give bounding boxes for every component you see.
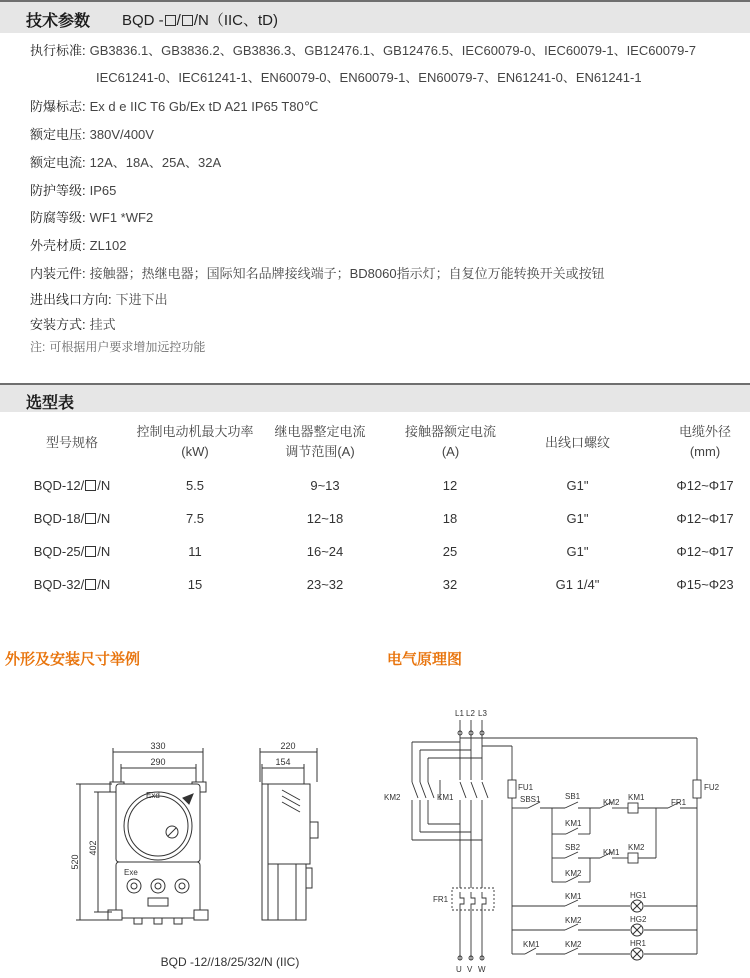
spec-label: 外壳材质: <box>30 238 86 253</box>
spec-label: 注: <box>30 340 46 354</box>
label-w: W <box>478 965 486 974</box>
cell-thread: G1" <box>566 478 589 493</box>
header-text: 接触器额定电流 <box>404 424 496 439</box>
model-text: /N <box>97 511 111 526</box>
header-text: 控制电动机最大功率 <box>136 424 254 439</box>
cell-thread: G1 1/4" <box>555 577 600 592</box>
exe-label: Exe <box>124 868 138 877</box>
cell-thread: G1" <box>566 544 589 559</box>
label-sbs1: SBS1 <box>520 795 541 804</box>
drawing-caption: BQD -12//18/25/32/N (IIC) <box>160 955 300 969</box>
spec-label: 防腐等级: <box>30 210 86 225</box>
spec-value: 接触器；热继电器；国际知名品牌接线端子；BD8060指示灯；自复位万能转换开关或按钮 <box>89 266 605 281</box>
dim-side-inner: 154 <box>275 757 291 767</box>
placeholder-box-icon <box>165 15 176 26</box>
spec-row <box>30 40 696 59</box>
spec-value: 下进下出 <box>115 292 168 307</box>
cell-current: 12 <box>442 478 458 493</box>
placeholder-box-icon <box>85 480 96 491</box>
dim-height-inner: 402 <box>88 840 98 856</box>
label-fu1: FU1 <box>518 783 534 792</box>
cell-cable: Φ12~Φ17 <box>676 478 734 493</box>
header-text: 继电器整定电流 <box>274 424 366 439</box>
tech-model-suffix: /N（IIC、tD) <box>193 12 279 29</box>
spec-label: 执行标准: <box>30 43 86 58</box>
spec-value: 12A、18A、25A、32A <box>89 155 222 170</box>
label-hr1: HR1 <box>630 939 647 948</box>
cell-range: 16~24 <box>306 544 344 559</box>
spec-row <box>30 152 221 171</box>
model-text: BQD-12/ <box>33 478 85 493</box>
label-l1: L1 <box>455 709 464 718</box>
dimensions-title: 外形及安装尺寸举例 <box>5 651 141 668</box>
header-text: 电缆外径 <box>678 424 731 439</box>
cell-cable: Φ15~Φ23 <box>676 577 734 592</box>
exd-label: Exd <box>146 791 160 800</box>
placeholder-box-icon <box>182 15 193 26</box>
dim-width-inner: 290 <box>150 757 166 767</box>
cell-power: 11 <box>188 544 202 559</box>
cell-range: 12~18 <box>306 511 344 526</box>
spec-row <box>30 180 116 199</box>
model-text: BQD-32/ <box>33 577 85 592</box>
label-km2-lamp-b: KM2 <box>565 940 582 949</box>
model-text: /N <box>97 577 111 592</box>
spec-label: 防爆标志: <box>30 99 86 114</box>
spec-value: Ex d e IIC T6 Gb/Ex tD A21 IP65 T80℃ <box>89 99 319 114</box>
selection-title: 选型表 <box>26 395 75 412</box>
spec-row <box>30 289 168 308</box>
label-l3: L3 <box>478 709 487 718</box>
model-text: BQD-25/ <box>33 544 85 559</box>
label-hg2: HG2 <box>630 915 647 924</box>
dim-height-outer: 520 <box>70 854 80 870</box>
spec-value: 可根据用户要求增加远控功能 <box>49 340 206 354</box>
cell-cable: Φ12~Φ17 <box>676 544 734 559</box>
tech-header-bar <box>0 0 750 33</box>
dim-width-outer: 330 <box>150 741 166 751</box>
label-sb1: SB1 <box>565 792 581 801</box>
cell-range: 9~13 <box>310 478 340 493</box>
spec-label: 额定电压: <box>30 127 86 142</box>
tech-model-prefix: BQD - <box>122 12 164 29</box>
header-text: (A) <box>441 444 460 459</box>
cell-current: 25 <box>442 544 458 559</box>
model-text: BQD-18/ <box>33 511 85 526</box>
spec-row <box>30 207 153 226</box>
cell-cable: Φ12~Φ17 <box>676 511 734 526</box>
side-view <box>260 748 318 920</box>
schematic-wires <box>412 720 701 960</box>
label-sb2: SB2 <box>565 843 581 852</box>
label-u: U <box>456 965 462 974</box>
label-km2-main: KM2 <box>384 793 401 802</box>
cell-model <box>22 544 122 559</box>
spec-row <box>30 314 116 333</box>
cell-model <box>22 577 122 592</box>
header-text: (mm) <box>689 444 721 459</box>
schematic-title: 电气原理图 <box>387 651 463 668</box>
cell-model <box>22 511 122 526</box>
col-header-range <box>255 422 385 462</box>
label-l2: L2 <box>466 709 475 718</box>
label-km1-hold: KM1 <box>565 819 582 828</box>
spec-label: 安装方式: <box>30 317 86 332</box>
spec-label: 防护等级: <box>30 183 86 198</box>
label-km2-hold: KM2 <box>565 869 582 878</box>
header-text: (kW) <box>181 444 209 459</box>
spec-label: 内装元件: <box>30 266 86 281</box>
placeholder-box-icon <box>85 579 96 590</box>
col-header-thread <box>520 432 635 451</box>
tech-model: BQD - / /N（IIC、tD) <box>122 12 279 29</box>
cell-power: 15 <box>187 577 203 592</box>
spec-value: 380V/400V <box>89 127 154 142</box>
label-km1-main: KM1 <box>437 793 454 802</box>
cell-range: 23~32 <box>306 577 344 592</box>
label-km1-lamp-b: KM1 <box>523 940 540 949</box>
spec-label: 进出线口方向: <box>30 292 112 307</box>
cell-model <box>22 478 122 493</box>
spec-value: GB3836.1、GB3836.2、GB3836.3、GB12476.1、GB12476.5、IEC60079-0、IEC60079-1、IEC60079-7 <box>89 43 696 58</box>
spec-row <box>30 235 127 254</box>
label-fr1: FR1 <box>433 895 449 904</box>
label-fr1-contact: FR1 <box>671 798 687 807</box>
placeholder-box-icon <box>85 513 96 524</box>
spec-value: IP65 <box>89 183 117 198</box>
spec-value: WF1 *WF2 <box>89 210 154 225</box>
electrical-schematic <box>380 700 750 975</box>
label-fu2: FU2 <box>704 783 720 792</box>
placeholder-box-icon <box>85 546 96 557</box>
model-text: /N <box>97 544 111 559</box>
cell-power: 5.5 <box>185 478 205 493</box>
model-text: /N <box>97 478 111 493</box>
col-header-cable <box>660 422 750 462</box>
label-km1-interlock: KM1 <box>603 848 620 857</box>
tech-title: 技术参数 <box>26 13 91 30</box>
label-km2-lamp: KM2 <box>565 916 582 925</box>
cell-current: 32 <box>442 577 458 592</box>
col-header-power <box>125 422 265 462</box>
spec-value: ZL102 <box>89 238 127 253</box>
spec-row <box>30 96 318 115</box>
header-text: 型号规格 <box>45 435 98 450</box>
spec-value: IEC61241-0、IEC61241-1、EN60079-0、EN60079-1、EN60079-7、EN61241-0、EN61241-1 <box>96 70 642 85</box>
cell-power: 7.5 <box>185 511 205 526</box>
cell-current: 18 <box>442 511 458 526</box>
label-hg1: HG1 <box>630 891 647 900</box>
cell-thread: G1" <box>566 511 589 526</box>
label-km1-coil: KM1 <box>628 793 645 802</box>
indicator-lamps <box>631 900 643 960</box>
spec-row <box>92 67 642 86</box>
spec-row <box>30 263 605 282</box>
header-text: 出线口螺纹 <box>544 435 610 450</box>
col-header-current <box>383 422 518 462</box>
header-text: 调节范围(A) <box>285 444 355 459</box>
label-v: V <box>467 965 473 974</box>
dim-side-outer: 220 <box>280 741 296 751</box>
spec-value: 挂式 <box>89 317 116 332</box>
spec-row <box>30 338 205 355</box>
spec-row <box>30 124 154 143</box>
spec-label: 额定电流: <box>30 155 86 170</box>
col-header-model <box>22 432 122 451</box>
dimension-drawing <box>0 730 380 975</box>
label-km2-coil: KM2 <box>628 843 645 852</box>
selection-header-bar <box>0 383 750 412</box>
label-km2-coil-interlock: KM2 <box>603 798 620 807</box>
front-view <box>76 748 208 924</box>
label-km1-lamp: KM1 <box>565 892 582 901</box>
